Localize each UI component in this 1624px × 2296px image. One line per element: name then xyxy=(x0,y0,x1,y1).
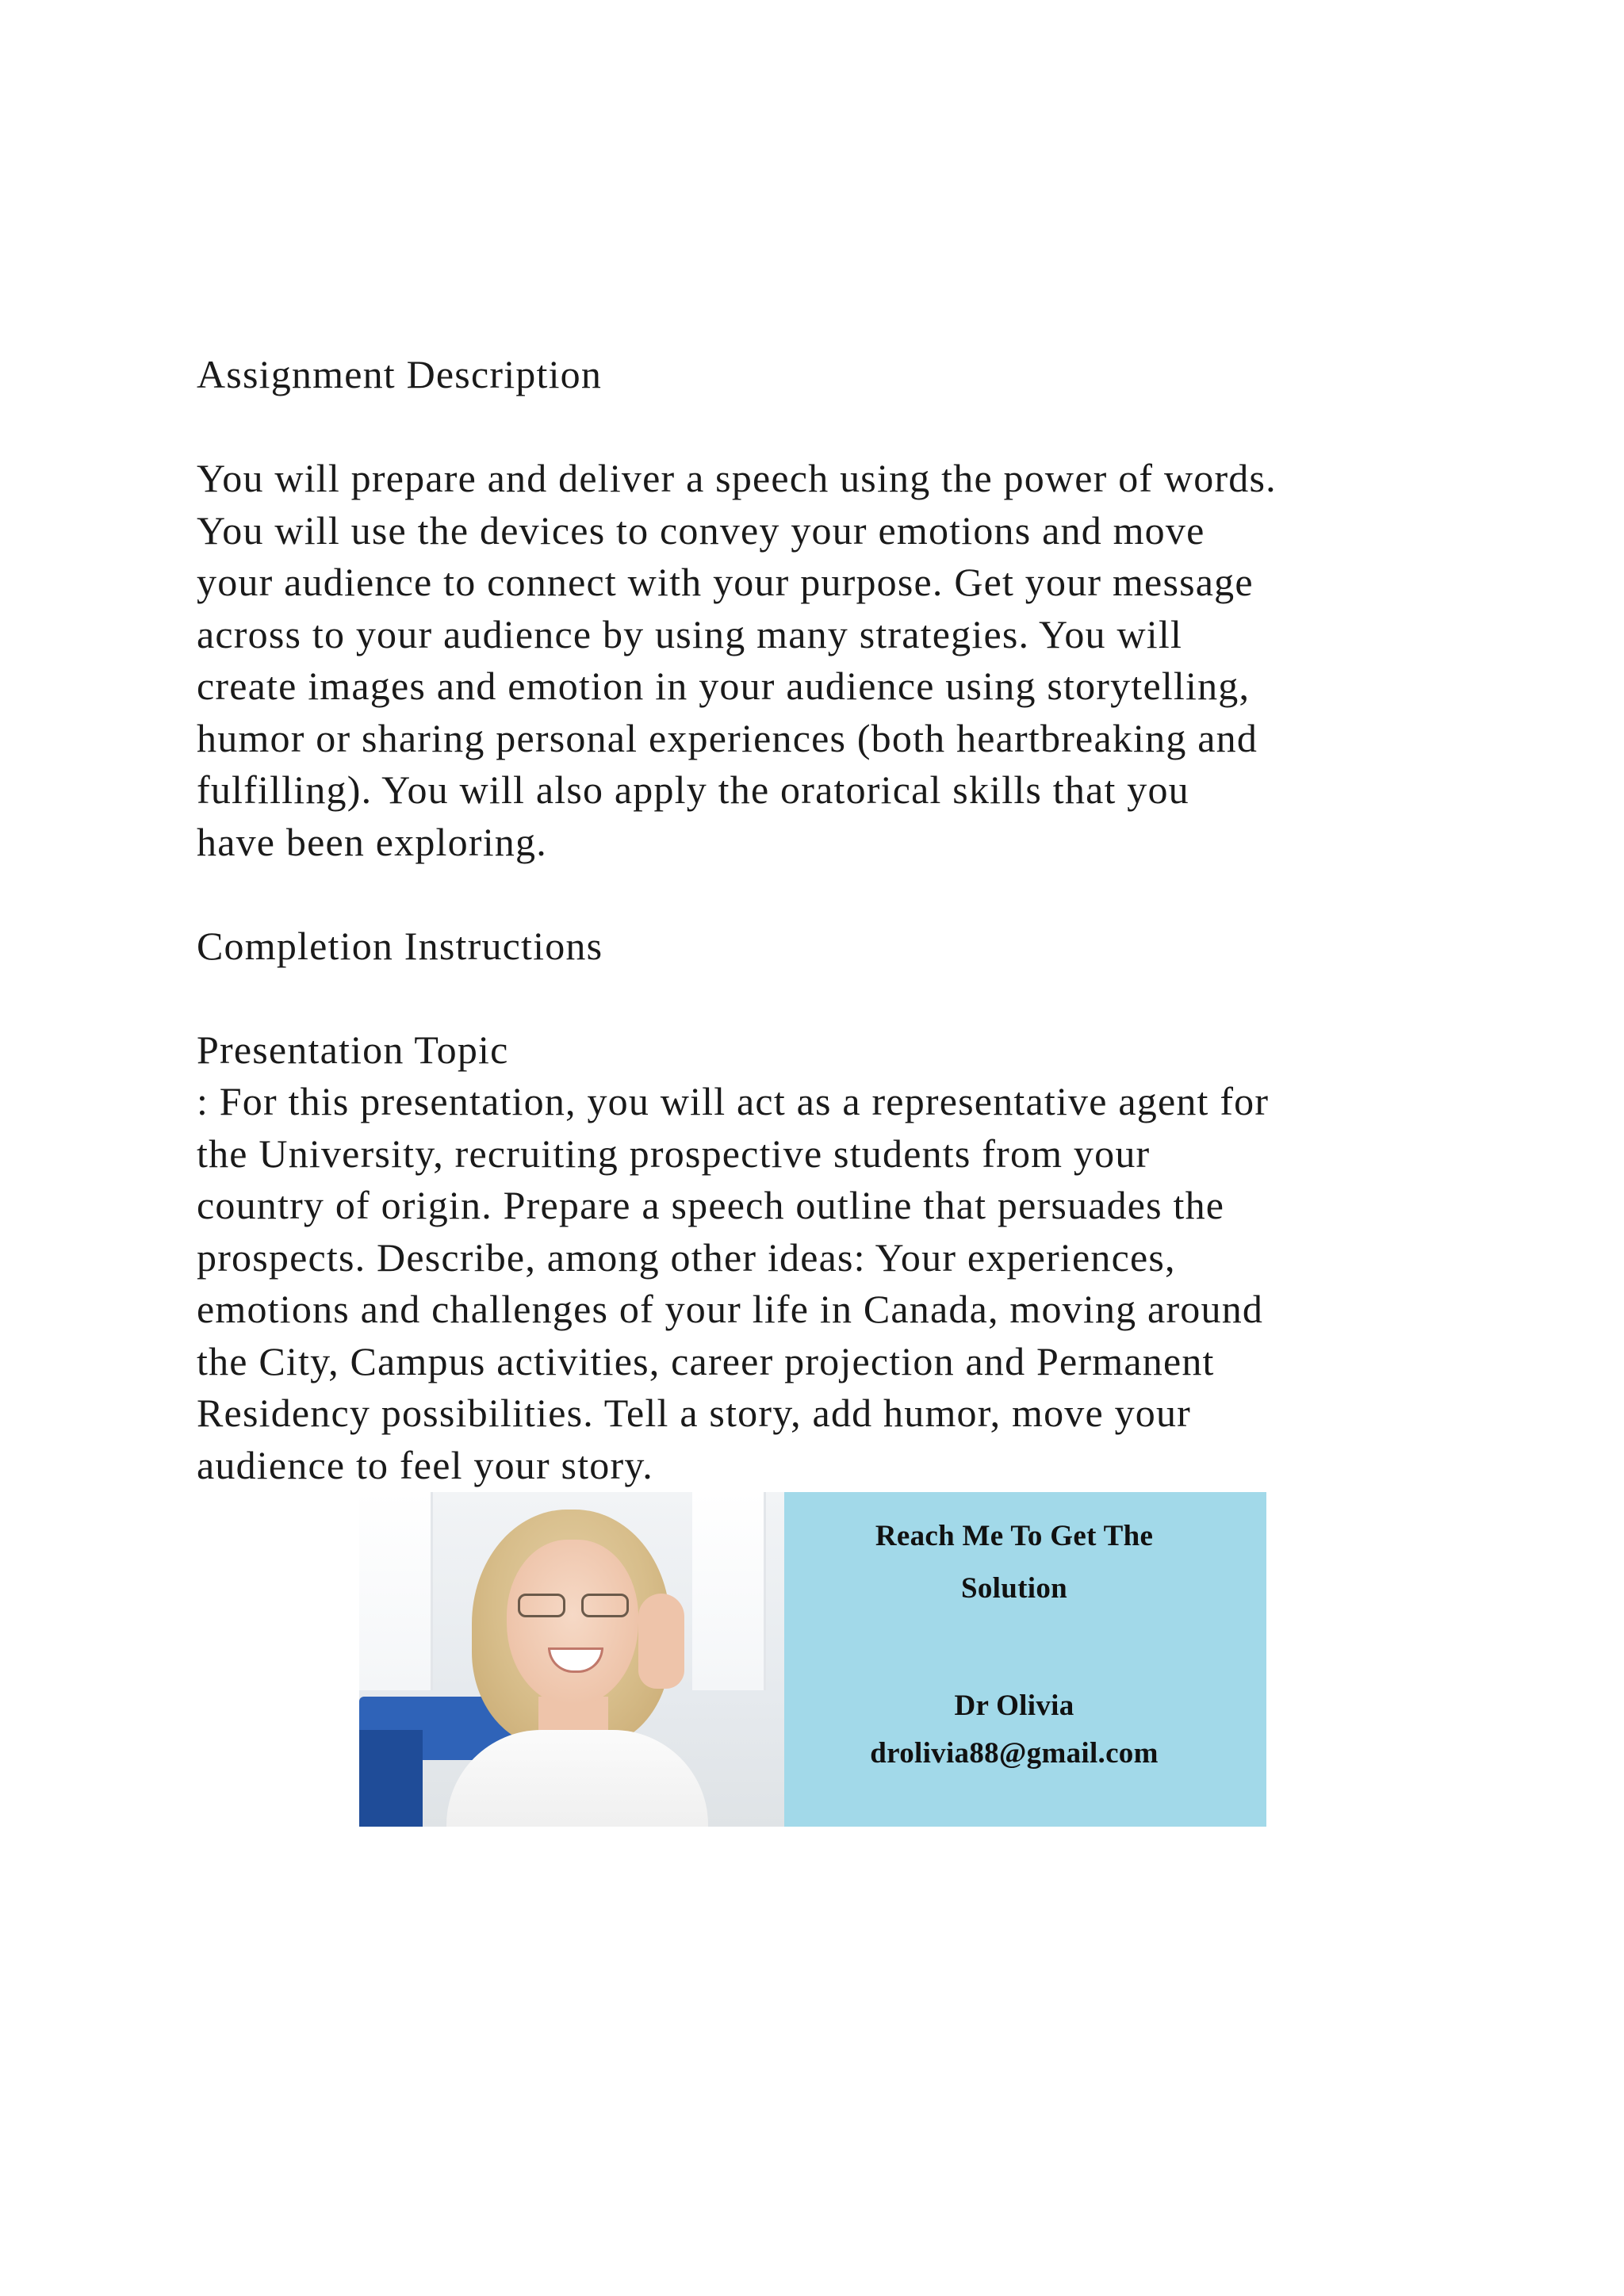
text-line: the University, recruiting prospective students from your xyxy=(197,1131,1151,1176)
text-line: country of origin. Prepare a speech outline that persuades the xyxy=(197,1183,1225,1227)
woman-photo xyxy=(359,1492,784,1827)
blue-chair xyxy=(359,1730,423,1827)
heading-presentation-topic: Presentation Topic xyxy=(197,1027,509,1072)
text-line: have been exploring. xyxy=(197,819,547,864)
heading-assignment-description: Assignment Description xyxy=(197,352,603,396)
glasses-lens xyxy=(581,1594,629,1617)
text-line: audience to feel your story. xyxy=(197,1442,653,1487)
text-line: your audience to connect with your purpose. Get your message xyxy=(197,560,1254,604)
window-panel xyxy=(359,1492,433,1690)
text-line: across to your audience by using many strategies. You will xyxy=(197,611,1183,656)
text-line: emotions and challenges of your life in Canada, moving around xyxy=(197,1287,1264,1331)
window-panel xyxy=(692,1492,766,1690)
blank-line xyxy=(197,972,1513,1024)
banner-headline-2: Solution xyxy=(960,1572,1067,1605)
heading-completion-instructions: Completion Instructions xyxy=(197,923,603,968)
text-line: : For this presentation, you will act as a representative agent for xyxy=(197,1079,1270,1123)
text-line: fulfilling). You will also apply the oratorical skills that you xyxy=(197,767,1189,812)
blank-line xyxy=(197,401,1513,453)
document-body xyxy=(197,349,1513,1491)
contact-banner xyxy=(359,1492,1266,1827)
contact-info-panel xyxy=(784,1492,1266,1827)
hand xyxy=(638,1594,684,1689)
text-line: create images and emotion in your audience using storytelling, xyxy=(197,664,1251,708)
glasses-icon xyxy=(518,1594,629,1621)
banner-headline: Reach Me To Get The xyxy=(875,1520,1154,1552)
contact-email: drolivia88@gmail.com xyxy=(870,1737,1159,1770)
glasses-lens xyxy=(518,1594,565,1617)
contact-name: Dr Olivia xyxy=(954,1689,1074,1722)
text-line: the City, Campus activities, career projection and Permanent xyxy=(197,1338,1215,1383)
face xyxy=(507,1540,638,1706)
text-line: Residency possibilities. Tell a story, add humor, move your xyxy=(197,1391,1192,1435)
text-line: You will use the devices to convey your emotions and move xyxy=(197,507,1205,553)
text-line: prospects. Describe, among other ideas: Your experiences, xyxy=(197,1234,1176,1280)
text-line: humor or sharing personal experiences (both heartbreaking and xyxy=(197,715,1258,760)
blank-line xyxy=(197,868,1513,920)
text-line: You will prepare and deliver a speech using the power of words. xyxy=(197,456,1277,500)
